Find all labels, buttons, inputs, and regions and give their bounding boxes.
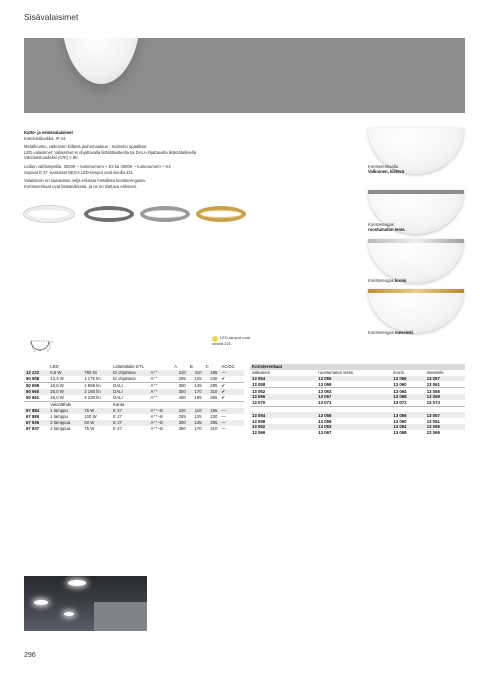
table-row: 13 054 13 055 13 056 13 057 <box>250 412 465 418</box>
desc-line: LED-valaisimet: Valaisimet ei ohjattavalla liitäntälaitteella tai DALI-ohjattavalla liitäntälaitteella <box>24 149 197 155</box>
product-name: Katto- ja seinävalaisimet <box>24 130 73 135</box>
table-row: 67 885 1 lamppu 100 W E 27 A⁺⁺–E 255 125 230 — <box>26 413 226 420</box>
table-row: 13 054 13 055 13 056 13 057 <box>250 376 465 382</box>
table-row: 12 223 6,5 W 780 lm Ei ohjattava A⁺⁺ 220 110 195 — <box>24 370 244 376</box>
col-led: LED <box>50 364 59 370</box>
lamp-brass-image <box>368 289 464 333</box>
spec-table <box>24 364 244 432</box>
svg-text:C: C <box>51 340 54 344</box>
table-row: 13 058 13 059 13 060 13 061 <box>252 418 440 424</box>
col-brass: messinki <box>426 370 444 376</box>
col-etl: Liitäntälaite ETL <box>113 364 144 370</box>
table-row: 13 066 13 067 13 068 13 069 <box>252 430 440 436</box>
ring-brass-image <box>196 206 246 222</box>
col-white: valkoinen <box>252 370 271 376</box>
lamp-caption: Koristerengas ruostumaton teräs <box>368 222 405 232</box>
ring-white-image <box>24 206 74 222</box>
table-row: 50 658 13,4 W 1 175 lm Ei ohjattava A⁺⁺ 255 125 230 ✔ <box>26 375 225 382</box>
col-acdc: AC/DC <box>221 364 235 370</box>
installation-photo <box>24 576 147 631</box>
lamp-caption: Koristerengas messinki <box>368 330 413 335</box>
table-row: 13 066 13 067 13 068 13 069 <box>250 394 465 400</box>
hero-product-image <box>24 38 465 113</box>
lamp-caption: Koristerenkaalla Valkoinen, kiiltävä <box>368 164 405 174</box>
col-stainless: ruostumaton teräs <box>318 370 353 376</box>
desc-line: Ledien värilämpötila: 3000K – tuotenumero + K3 tai 4000K – tuotenumero + K4 <box>24 163 171 169</box>
ceiling-luminaire-illustration <box>62 38 140 84</box>
col-chrome: kromi <box>393 370 404 376</box>
accessory-table <box>250 364 465 436</box>
table-row: 50 660 25,0 W 2 180 lm DALI A⁺⁺ 350 170 310 ✔ <box>24 389 244 395</box>
table-row: 67 837 2 lamppua 75 W E 27 A⁺⁺–E 350 170 310 — <box>26 425 226 432</box>
table-row: 13 062 13 063 13 064 13 065 <box>250 388 465 394</box>
desc-line: Sopivat E 27 -kantaiset BEGA LED-lamput ovat sivulla 221. <box>24 169 135 175</box>
accessory-band-title: Koristerenkaat <box>250 364 316 370</box>
col-c: C <box>205 364 209 370</box>
ring-chrome-image <box>140 206 190 222</box>
table-row: 67 884 1 lamppu 75 W E 27 A⁺⁺–E 220 110 195 — <box>24 408 244 414</box>
table-row: 13 058 13 059 13 060 13 061 <box>252 381 440 387</box>
desc-line: Koristerenkaat ovat lisätarvikkeita, ja ne on tilattava erikseen. <box>24 183 138 189</box>
dimension-diagram-icon <box>28 338 56 352</box>
ring-stainless-image <box>84 206 134 222</box>
led-lamp-note: LED-lamput ovat sivulla 221. <box>212 335 250 346</box>
table-row: 67 836 2 lamppua 60 W E 27 A⁺⁺–E 300 145 285 — <box>24 420 244 426</box>
col-a: A <box>174 364 177 370</box>
product-description <box>24 130 254 192</box>
lamp-chrome-image <box>368 239 464 283</box>
lamp-caption: Koristerengas kromi <box>368 278 407 283</box>
table-row: 50 659 19,8 W 1 865 lm DALI A⁺⁺ 300 145 285 ✔ <box>24 382 244 389</box>
table-row: 13 062 13 063 13 064 13 065 <box>250 424 465 430</box>
page-number: 296 <box>24 652 36 659</box>
desc-line: Metallirunko, valkoinen kiiltävä jauhemaalaus · Satinoitu opaalilasi <box>24 144 147 150</box>
desc-line: Valaisimiin on saatavissa neljä erilaista metallista koristerengasta. <box>24 178 146 184</box>
table-subheader: Valonlähde Kanta <box>24 401 244 407</box>
col-b: B <box>189 364 193 370</box>
desc-line: Värintoistoindeksi (CRI) > 80 <box>24 155 78 161</box>
svg-text:A: A <box>39 348 42 352</box>
section-title: Sisävalaisimet <box>24 12 79 22</box>
table-row: 13 070 13 071 13 072 13 073 <box>252 400 440 406</box>
table-row: 50 661 45,0 W 4 230 lm DALI A⁺⁺ 400 195 355 ✔ <box>26 394 225 401</box>
protection-class: Kotelointiluokka: IP 44 <box>24 135 66 141</box>
